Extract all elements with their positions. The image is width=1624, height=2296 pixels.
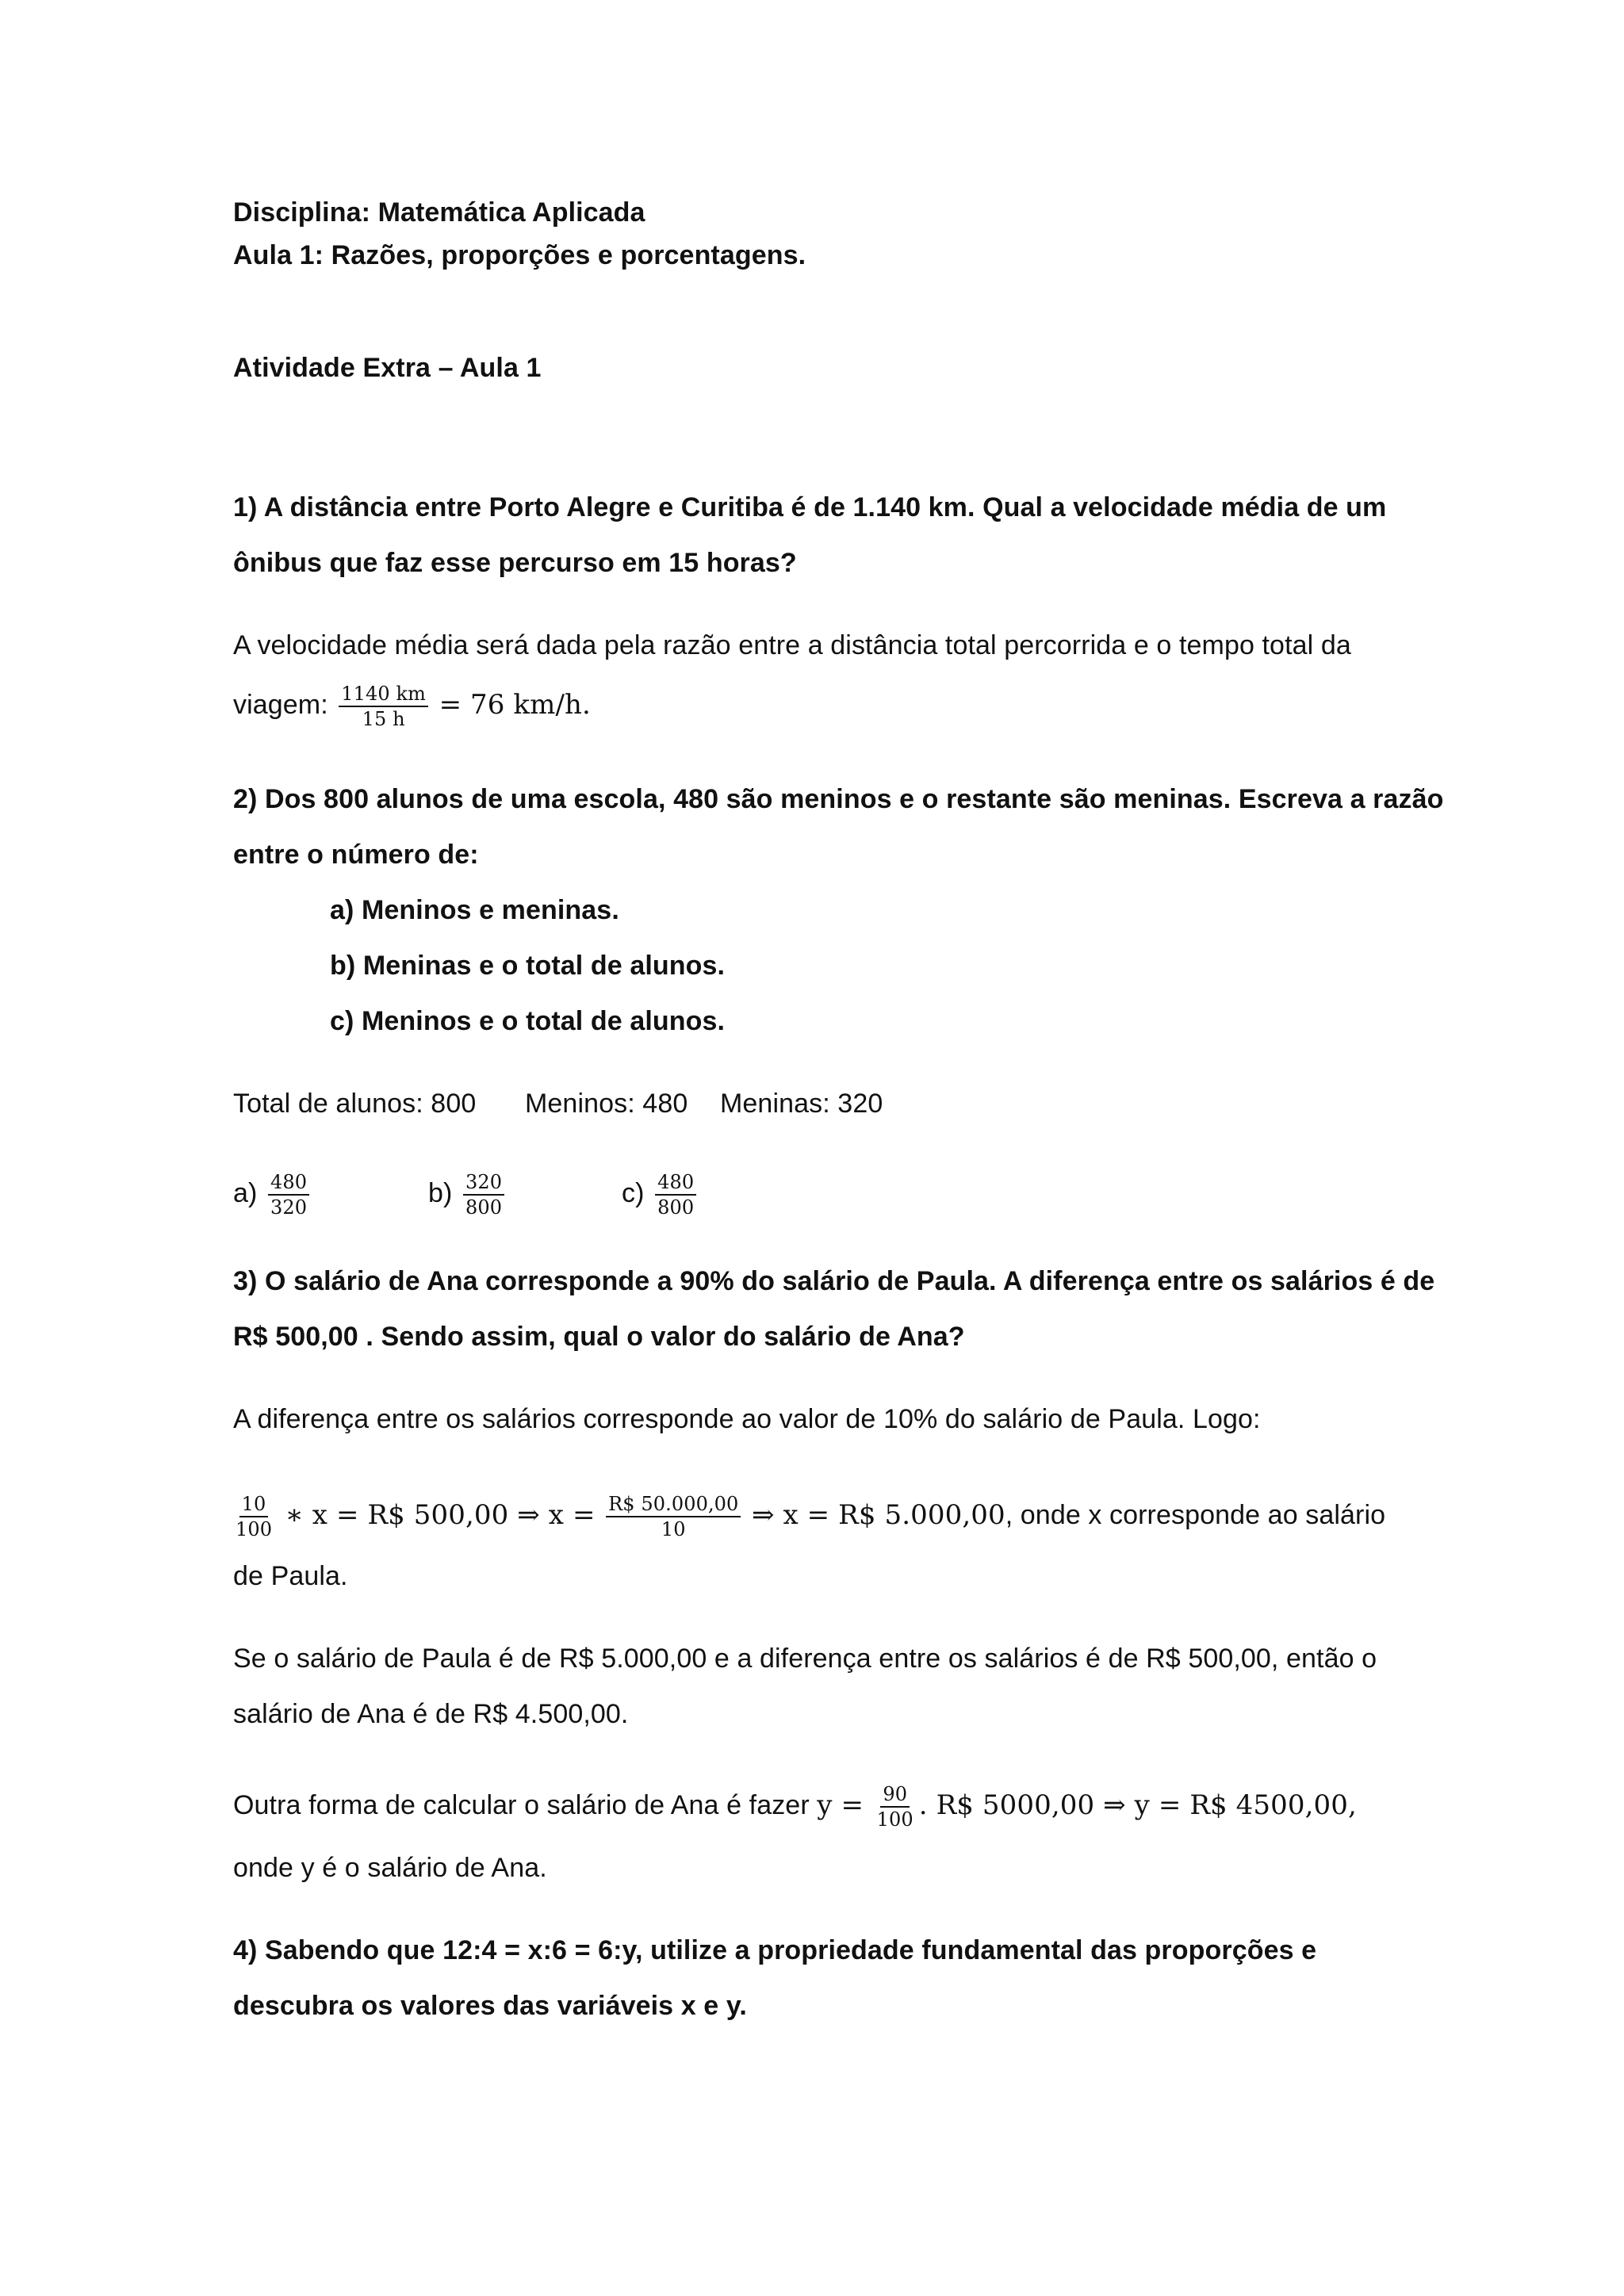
- q2-answer-b: [428, 1165, 508, 1221]
- q2-answer-c-label: c): [622, 1178, 645, 1208]
- q2-answer-b-numerator: 320: [463, 1170, 504, 1196]
- q3-equation: [233, 1487, 1385, 1543]
- q2-answer-b-denominator: 800: [465, 1196, 503, 1219]
- q3-paragraph3-denominator: 100: [876, 1808, 914, 1831]
- q3-paragraph3-part1: y =: [817, 1789, 864, 1821]
- q3-answer-line2: de Paula.: [233, 1561, 348, 1591]
- q1-result: = 76 km/h.: [439, 689, 591, 721]
- q2-answer-c-numerator: 480: [655, 1170, 696, 1196]
- q3-equation-part2: ⇒ x = R$ 5.000,00: [751, 1499, 1005, 1531]
- q2-answer-c: [622, 1165, 699, 1221]
- q1-answer-formula: [233, 680, 591, 731]
- q2-answer-a-fraction: [268, 1170, 309, 1219]
- q3-paragraph3-fraction: [875, 1782, 916, 1831]
- q2-question-line1: 2) Dos 800 alunos de uma escola, 480 são meninos e o restante são meninas. Escreva a razão: [233, 784, 1444, 814]
- q3-question-line1: 3) O salário de Ana corresponde a 90% do salário de Paula. A diferença entre os salários é de: [233, 1266, 1435, 1296]
- q3-question-line2: R$ 500,00 . Sendo assim, qual o valor do salário de Ana?: [233, 1322, 965, 1352]
- q2-answer-a: [233, 1165, 312, 1221]
- q3-fraction-2-numerator: R$ 50.000,00: [606, 1492, 741, 1517]
- q2-girls-count: Meninas: 320: [720, 1089, 883, 1119]
- q3-paragraph2-line1: Se o salário de Paula é de R$ 5.000,00 e a diferença entre os salários é de R$ 500,00, então o: [233, 1644, 1377, 1674]
- q1-answer-line1: A velocidade média será dada pela razão entre a distância total percorrida e o tempo total da: [233, 630, 1351, 660]
- q3-fraction-1-numerator: 10: [239, 1492, 269, 1517]
- q1-answer-prefix: viagem:: [233, 690, 328, 720]
- q3-paragraph3-numerator: 90: [880, 1782, 910, 1808]
- lesson-heading: Aula 1: Razões, proporções e porcentagens.: [233, 240, 806, 270]
- q3-paragraph3-line1: [233, 1777, 1357, 1833]
- q2-total-students: Total de alunos: 800: [233, 1089, 477, 1119]
- discipline-heading: Disciplina: Matemática Aplicada: [233, 197, 645, 228]
- q3-paragraph3-line2: onde y é o salário de Ana.: [233, 1853, 547, 1883]
- q4-question-line2: descubra os valores das variáveis x e y.: [233, 1991, 747, 2021]
- q4-question-line1: 4) Sabendo que 12:4 = x:6 = 6:y, utilize a propriedade fundamental das proporções e: [233, 1935, 1317, 1965]
- q1-fraction-denominator: 15 h: [362, 708, 405, 731]
- q2-answer-b-fraction: [463, 1170, 504, 1219]
- q2-boys-count: Meninos: 480: [525, 1089, 688, 1119]
- q3-fraction-2-denominator: 10: [661, 1518, 686, 1541]
- q3-fraction-1-denominator: 100: [236, 1518, 273, 1541]
- activity-title: Atividade Extra – Aula 1: [233, 353, 542, 383]
- q3-paragraph2-line2: salário de Ana é de R$ 4.500,00.: [233, 1699, 629, 1729]
- q2-question-line2: entre o número de:: [233, 840, 479, 870]
- q2-answer-b-label: b): [428, 1178, 453, 1208]
- q2-answer-c-denominator: 800: [657, 1196, 695, 1219]
- q3-equation-tail: , onde x corresponde ao salário: [1005, 1500, 1386, 1530]
- q3-equation-part1: ∗ x = R$ 500,00 ⇒ x =: [285, 1499, 596, 1531]
- q3-fraction-2: [606, 1492, 741, 1541]
- q1-question-line2: ônibus que faz esse percurso em 15 horas?: [233, 548, 797, 578]
- q2-item-a: a) Meninos e meninas.: [330, 895, 619, 925]
- q3-fraction-1: [233, 1492, 274, 1541]
- q3-answer-line1: A diferença entre os salários corresponde ao valor de 10% do salário de Paula. Logo:: [233, 1404, 1261, 1434]
- q3-paragraph3-prefix: Outra forma de calcular o salário de Ana é fazer: [233, 1790, 810, 1820]
- q2-answer-c-fraction: [655, 1170, 696, 1219]
- q2-answer-a-denominator: 320: [270, 1196, 308, 1219]
- q2-item-c: c) Meninos e o total de alunos.: [330, 1006, 726, 1036]
- q2-item-b: b) Meninas e o total de alunos.: [330, 951, 726, 981]
- q1-fraction-numerator: 1140 km: [339, 682, 428, 707]
- q2-answer-a-label: a): [233, 1178, 258, 1208]
- q3-paragraph3-part2: . R$ 5000,00 ⇒ y = R$ 4500,00,: [918, 1789, 1357, 1821]
- q1-question-line1: 1) A distância entre Porto Alegre e Curitiba é de 1.140 km. Qual a velocidade média de um: [233, 492, 1387, 522]
- q1-fraction: [339, 682, 428, 731]
- q2-answer-a-numerator: 480: [268, 1170, 309, 1196]
